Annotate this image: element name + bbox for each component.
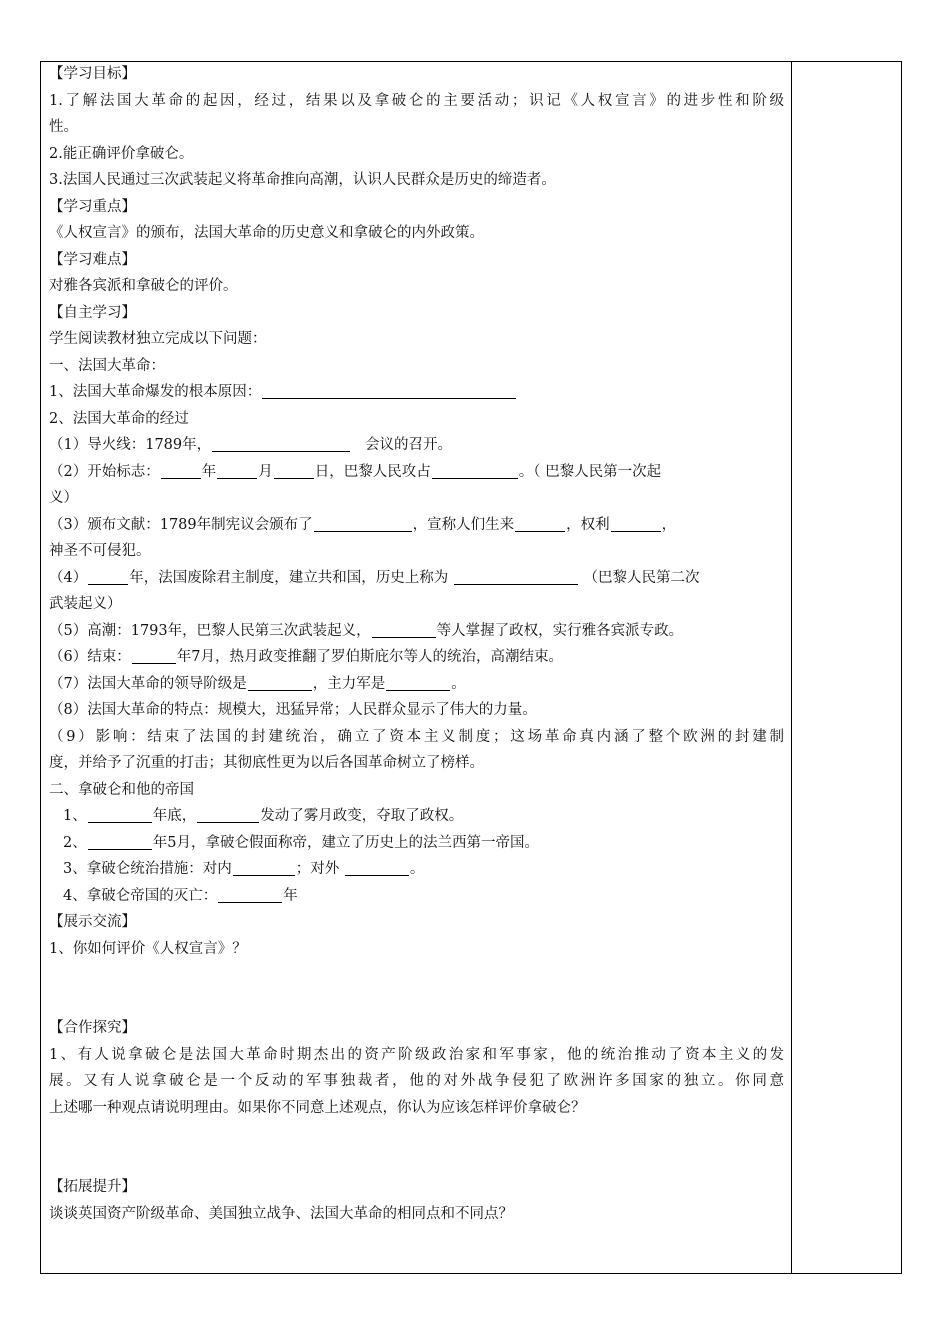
difficulties-heading: 【学习难点】 [49, 251, 136, 268]
objectives-heading: 【学习目标】 [49, 66, 136, 82]
question-1: 1、法国大革命爆发的根本原因： [49, 379, 784, 406]
extension-question-1: 谈谈英国资产阶级革命、美国独立战争、法国大革命的相同点和不同点？ [49, 1205, 513, 1222]
napoleon-3: 3、拿破仑统治措施：对内 ；对外 。 [63, 861, 425, 877]
key-points-text: 《人权宣言》的颁布，法国大革命的历史意义和拿破仑的内外政策。 [49, 225, 484, 241]
key-points-heading: 【学习重点】 [49, 198, 136, 215]
cooperation-heading: 【合作探究】 [49, 1020, 136, 1036]
exchange-question-1: 1、你如何评价《人权宣言》？ [49, 940, 247, 957]
answer-blank[interactable] [454, 568, 578, 585]
answer-blank[interactable] [197, 806, 259, 823]
answer-blank[interactable] [262, 382, 516, 399]
answer-blank[interactable] [88, 806, 152, 823]
answer-blank[interactable] [218, 886, 282, 903]
napoleon-1: 1、 年底， 发动了雾月政变，夺取了政权。 [63, 808, 464, 824]
answer-space[interactable] [49, 1148, 784, 1175]
extension-heading: 【拓展提升】 [49, 1179, 136, 1195]
worksheet-content [49, 61, 784, 1227]
part1-title: 一、法国大革命： [49, 357, 165, 374]
objective-2: 2.能正确评价拿破仑。 [49, 145, 194, 162]
step-9: （9）影响：结束了法国的封建统治，确立了资本主义制度；这场革命真内涵了整个欧洲的封建制 [49, 728, 784, 745]
objective-3: 3.法国人民通过三次武装起义将革命推向高潮，认识人民群众是历史的缔造者。 [49, 172, 556, 188]
step-1: （1）导火线：1789年， 会议的召开。 [49, 437, 452, 453]
answer-blank[interactable] [345, 859, 409, 876]
step-5: （5）高潮：1793年，巴黎人民第三次武装起义， 等人掌握了政权，实行雅各宾派专政。 [49, 622, 684, 639]
answer-blank[interactable] [611, 515, 661, 532]
step-9-cont: 度，并给予了沉重的打击；其彻底性更为以后各国革命树立了榜样。 [49, 755, 484, 771]
answer-blank[interactable] [217, 462, 257, 479]
answer-blank[interactable] [432, 462, 518, 479]
answer-blank[interactable] [88, 833, 152, 850]
step-8: （8）法国大革命的特点：规模大，迅猛异常；人民群众显示了伟大的力量。 [49, 702, 537, 718]
objective-1: 1.了解法国大革命的起因，经过，结果以及拿破仑的主要活动；识记《人权宣言》的进步性和阶级 [49, 92, 784, 109]
step-7: （7）法国大革命的领导阶级是 ，主力军是 。 [49, 675, 466, 692]
answer-space[interactable] [49, 962, 784, 989]
difficulties-text: 对雅各宾派和拿破仑的评价。 [49, 278, 238, 294]
step-3: （3）颁布文献：1789年制宪议会颁布了 ，宣称人们生来 ，权利 ， [49, 516, 677, 533]
cooperation-question-1-end: 上述哪一种观点请说明理由。如果你不同意上述观点，你认为应该怎样评价拿破仑？ [49, 1099, 586, 1116]
cooperation-question-1-cont: 展。又有人说拿破仑是一个反动的军事独裁者，他的对外战争侵犯了欧洲许多国家的独立。你同意 [49, 1073, 784, 1089]
answer-space[interactable] [49, 1121, 784, 1148]
answer-blank[interactable] [248, 674, 312, 691]
cooperation-question-1: 1、有人说拿破仑是法国大革命时期杰出的资产阶级政治家和军事家，他的统治推动了资本主义的发 [49, 1046, 784, 1063]
answer-blank[interactable] [161, 462, 201, 479]
exchange-heading: 【展示交流】 [49, 914, 136, 930]
objective-1-cont: 性。 [49, 119, 78, 135]
answer-blank[interactable] [274, 462, 314, 479]
step-2: （2）开始标志： 年 月 日，巴黎人民攻占 。（ 巴黎人民第一次起 [49, 463, 662, 480]
step-4-cont: 武装起义） [49, 596, 122, 612]
answer-blank[interactable] [386, 674, 450, 691]
answer-blank[interactable] [132, 647, 176, 664]
part2-title: 二、拿破仑和他的帝国 [49, 781, 194, 798]
answer-blank[interactable] [88, 568, 128, 585]
answer-blank[interactable] [314, 515, 412, 532]
notes-column-divider [791, 61, 792, 1274]
answer-blank[interactable] [515, 515, 565, 532]
step-3-cont: 神圣不可侵犯。 [49, 543, 151, 559]
answer-space[interactable] [49, 989, 784, 1016]
napoleon-2: 2、 年5月，拿破仑假面称帝，建立了历史上的法兰西第一帝国。 [63, 834, 539, 851]
answer-blank[interactable] [233, 859, 295, 876]
step-4: （4） 年，法国废除君主制度，建立共和国，历史上称为 （巴黎人民第二次 [49, 569, 700, 586]
step-6: （6）结束： 年7月，热月政变推翻了罗伯斯庇尔等人的统治，高潮结束。 [49, 649, 563, 665]
answer-blank[interactable] [212, 435, 350, 452]
self-study-heading: 【自主学习】 [49, 304, 136, 321]
answer-blank[interactable] [372, 621, 436, 638]
self-study-intro: 学生阅读教材独立完成以下问题： [49, 331, 267, 347]
napoleon-4: 4、拿破仑帝国的灭亡： 年 [63, 887, 298, 904]
question-2: 2、法国大革命的经过 [49, 410, 189, 427]
step-2-cont: 义） [49, 490, 78, 506]
